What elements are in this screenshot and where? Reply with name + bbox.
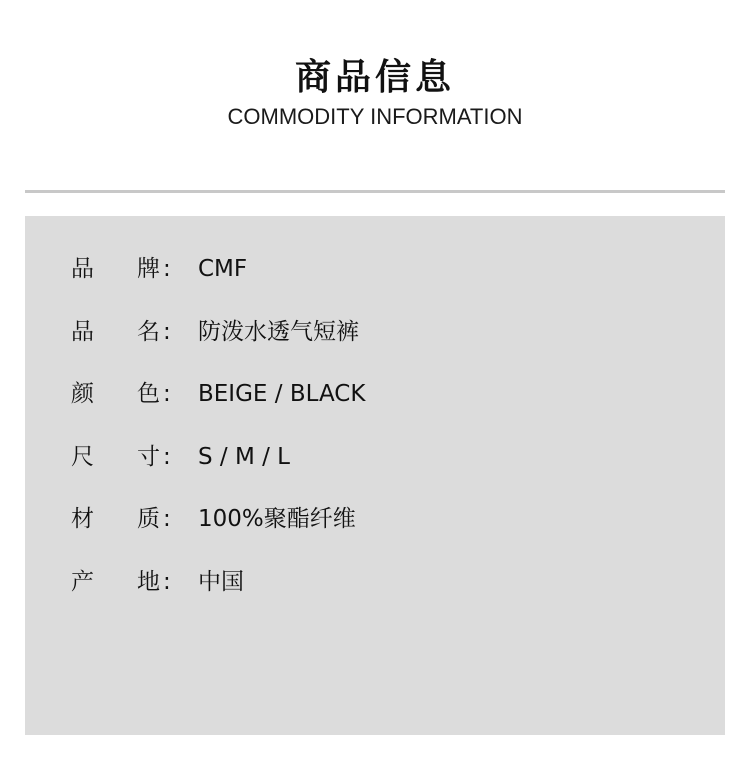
info-panel [25,216,725,735]
info-label-colon: : [163,568,171,595]
info-label-char: 产 [71,568,94,595]
page-subtitle: COMMODITY INFORMATION [227,104,523,129]
info-label-colon: : [163,443,171,470]
info-label-char: 色 [137,381,160,407]
info-label-char: 颜 [71,381,94,407]
info-label-char: 尺 [71,443,94,470]
info-label-char: 质 [137,506,160,532]
info-value-color: BEIGE / BLACK [198,381,366,407]
page-header [0,56,750,130]
info-label-colon: : [163,506,171,532]
info-label-char: 名 [137,318,160,345]
info-label-char: 品 [71,256,94,282]
info-label-colon: : [163,256,171,282]
info-label-colon: : [163,318,171,345]
header-divider [25,190,725,193]
info-label-char: 材 [71,506,94,532]
info-label-char: 牌 [137,256,160,282]
info-label-colon: : [163,381,171,407]
info-label-char: 地 [137,568,160,595]
info-value-name: 防泼水透气短裤 [198,318,359,345]
info-label-char: 寸 [137,443,160,470]
info-label-char: 品 [71,318,94,345]
info-value-material: 100%聚酯纤维 [198,506,356,532]
info-value-size: S / M / L [198,443,290,470]
page-title: 商品信息 [294,57,455,98]
info-value-origin: 中国 [198,568,244,595]
info-value-brand: CMF [198,256,248,282]
